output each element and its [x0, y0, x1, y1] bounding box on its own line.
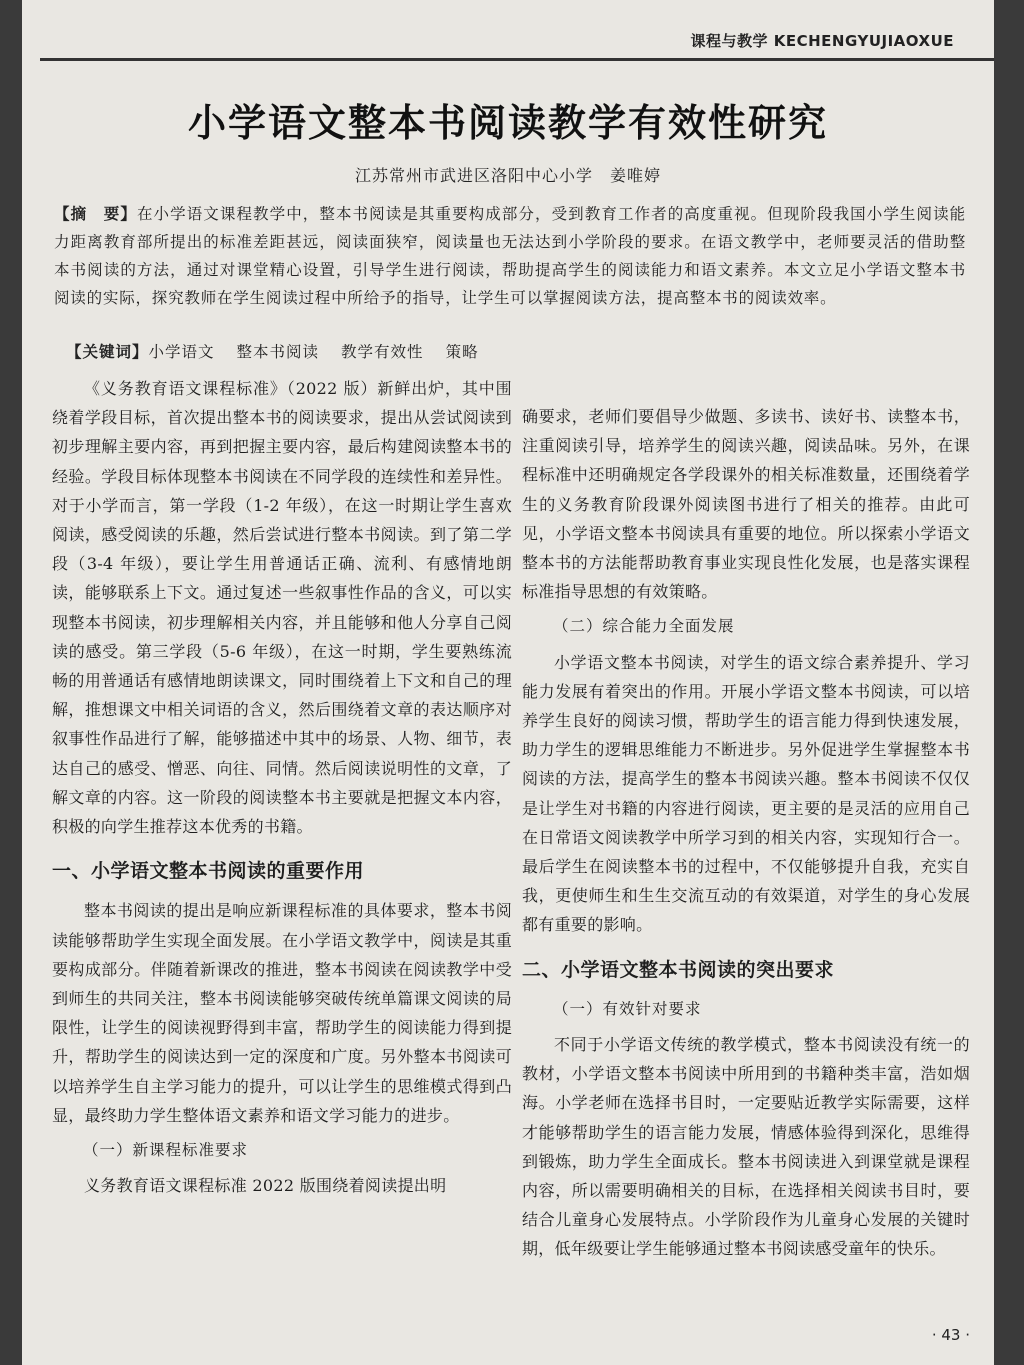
- section-heading: 二、小学语文整本书阅读的突出要求: [522, 958, 835, 981]
- keyword: 整本书阅读: [236, 343, 320, 361]
- section-heading: 一、小学语文整本书阅读的重要作用: [52, 860, 365, 883]
- subsection-heading: （二）综合能力全面发展: [553, 617, 735, 636]
- subsection-heading: （一）有效针对要求: [553, 999, 702, 1018]
- keywords-label: 【关键词】: [66, 342, 149, 361]
- body-paragraph: 不同于小学语文传统的教学模式，整本书阅读没有统一的教材，小学语文整本书阅读中所用到的书籍种类丰富，浩如烟海。小学老师在选择书目时，一定要贴近教学实际需要，这样才能够帮助学生的语言能力发展，情感体验得到深化，思维得到锻炼，助力学生全面成长。整本书阅读进入到课堂就是课程内容，所以需要明确相关的目标，在选择相关阅读书目时，要结合儿童身心发展特点。小学阶段作为儿童身心发展的关键时期，低年级要让学生能够通过整本书阅读感受童年的快乐。: [522, 1035, 970, 1259]
- body-paragraph: 义务教育语文课程标准 2022 版围绕着阅读提出明: [84, 1176, 447, 1196]
- right-column: [522, 402, 970, 1264]
- keyword: 小学语文: [148, 343, 215, 361]
- keyword: 教学有效性: [341, 343, 424, 361]
- body-paragraph: 小学语文整本书阅读，对学生的语文综合素养提升、学习能力发展有着突出的作用。开展小学语文整本书阅读，可以培养学生良好的阅读习惯，帮助学生的语言能力得到快速发展，助力学生的逻辑思维能力不断进步。另外促进学生掌握整本书阅读的方法，提高学生的整本书阅读兴趣。整本书阅读不仅仅是让学生对书籍的内容进行阅读，更主要的是灵活的应用自己在日常语文阅读教学中所学习到的相关内容，实现知行合一。最后学生在阅读整本书的过程中，不仅能够提升自我，充实自我，更使师生和生生交流互动的有效渠道，对学生的身心发展都有重要的影响。: [522, 652, 970, 935]
- abstract-text: 在小学语文课程教学中，整本书阅读是其重要构成部分，受到教育工作者的高度重视。但现阶段我国小学生阅读能力距离教育部所提出的标准差距甚远，阅读面狭窄，阅读量也无法达到小学阶段的要求。在语文教学中，老师要灵活的借助整本书阅读的方法，通过对课堂精心设置，引导学生进行阅读，帮助提高学生的阅读能力和语文素养。本文立足小学语文整本书阅读的实际，探究教师在学生阅读过程中所给予的指导，让学生可以掌握阅读方法，提高整本书的阅读效率。: [54, 205, 966, 307]
- header-rule: [40, 58, 994, 61]
- article-title: 小学语文整本书阅读教学有效性研究: [187, 100, 828, 145]
- keyword: 策略: [445, 343, 479, 361]
- author-byline: 江苏常州市武进区洛阳中心小学 姜唯婷: [354, 166, 661, 185]
- left-column: [52, 374, 512, 1200]
- keywords: [66, 340, 501, 362]
- section-tag: 课程与教学 KECHENGYUJIAOXUE: [690, 32, 954, 50]
- journal-page: [22, 0, 994, 1365]
- abstract: [54, 200, 966, 312]
- page-number: · 43 ·: [931, 1326, 970, 1344]
- intro-paragraph: 《义务教育语文课程标准》（2022 版）新鲜出炉，其中围绕着学段目标，首次提出整本书的阅读要求，提出从尝试阅读到初步理解主要内容，再到把握主要内容，最后构建阅读整本书的经验。学段目标体现整本书阅读在不同学段的连续性和差异性。对于小学而言，第一学段（1-2 年级），在这一时期让学生喜欢阅读，感受阅读的乐趣，然后尝试进行整本书阅读。到了第二学段（3-4 年级），要让学生用普通话正确、流利、有感情地朗读，能够联系上下文。通过复述一些叙事性作品的含义，可以实现整本书阅读，初步理解相关内容，并且能够和他人分享自己阅读的感受。第三学段（5-6 年级），在这一时期，学生要熟练流畅的用普通话有感情地朗读课文，同时围绕着上下文和自己的理解，推想课文中相关词语的含义，然后围绕着文章的表达顺序对叙事性作品进行了解，能够描述中其中的场景、人物、细节，表达自己的感受、憎恶、向往、同情。然后阅读说明性的文章，了解文章的内容。这一阶段的阅读整本书主要就是把握文本内容，积极的向学生推荐这本优秀的书籍。: [52, 379, 512, 837]
- body-paragraph: 整本书阅读的提出是响应新课程标准的具体要求，整本书阅读能够帮助学生实现全面发展。在小学语文教学中，阅读是其重要构成部分。伴随着新课改的推进，整本书阅读在阅读教学中受到师生的共同关注，整本书阅读能够突破传统单篇课文阅读的局限性，让学生的阅读视野得到丰富，帮助学生的阅读能力得到提升，帮助学生的阅读达到一定的深度和广度。另外整本书阅读可以培养学生自主学习能力的提升，可以让学生的思维模式得到凸显，最终助力学生整体语文素养和语文学习能力的进步。: [52, 901, 512, 1125]
- abstract-label: 【摘 要】: [54, 204, 137, 223]
- subsection-heading: （一）新课程标准要求: [83, 1141, 249, 1160]
- body-paragraph: 确要求，老师们要倡导少做题、多读书、读好书、读整本书，注重阅读引导，培养学生的阅读兴趣，阅读品味。另外，在课程标准中还明确规定各学段课外的相关标准数量，还围绕着学生的义务教育阶段课外阅读图书进行了相关的推荐。由此可见，小学语文整本书阅读具有重要的地位。所以探索小学语文整本书的方法能帮助教育事业实现良性化发展，也是落实课程标准指导思想的有效策略。: [522, 407, 970, 602]
